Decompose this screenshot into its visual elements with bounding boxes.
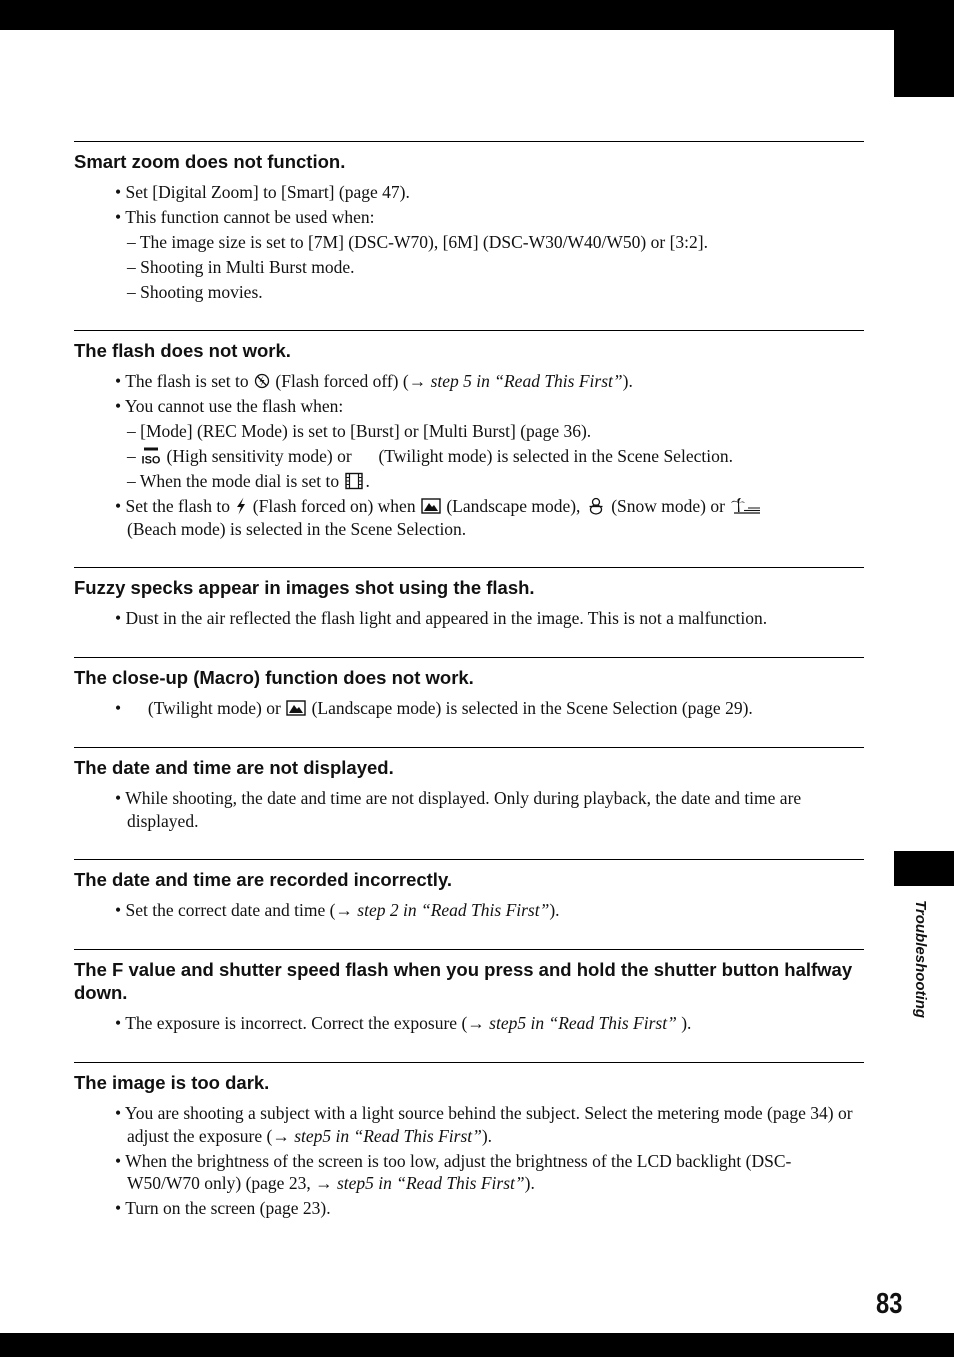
section-fuzzy-specks bbox=[74, 567, 864, 632]
list-item: • While shooting, the date and time are not displayed. Only during playback, the date and time are displayed. bbox=[115, 788, 802, 831]
sub-list-item: – When the mode dial is set to . bbox=[127, 471, 370, 491]
page-number: 83 bbox=[876, 1288, 903, 1320]
list-item: • Set [Digital Zoom] to [Smart] (page 47). bbox=[115, 182, 410, 202]
sub-list-item: – Shooting movies. bbox=[127, 282, 263, 302]
flash-off-icon bbox=[254, 372, 270, 390]
flash-forced-on-icon bbox=[235, 497, 247, 515]
section-title: The date and time are recorded incorrectly. bbox=[74, 869, 453, 890]
list-item: • This function cannot be used when: bbox=[115, 207, 375, 227]
snow-mode-icon bbox=[586, 497, 606, 515]
section-title: The flash does not work. bbox=[74, 340, 291, 361]
list-item: • The exposure is incorrect. Correct the exposure (→ step5 in “Read This First” ). bbox=[115, 1013, 692, 1033]
list-item: • Set the flash to (Flash forced on) when (Landscape mode), (Snow mode) or (Beach mode) is selected in the Scene Selection. bbox=[74, 495, 864, 540]
sub-list-item: – Shooting in Multi Burst mode. bbox=[127, 257, 355, 277]
list-item: • Dust in the air reflected the flash light and appeared in the image. This is not a malfunction. bbox=[115, 608, 768, 628]
section-f-value bbox=[74, 949, 864, 1037]
sub-list-item: – The image size is set to [7M] (DSC-W70), [6M] (DSC-W30/W40/W50) or [3:2]. bbox=[127, 232, 708, 252]
landscape-mountain-icon bbox=[421, 497, 441, 515]
list-item: • You cannot use the flash when: bbox=[115, 396, 344, 416]
section-smart-zoom bbox=[74, 141, 864, 306]
section-title: The F value and shutter speed flash when you press and hold the shutter button halfway down. bbox=[74, 959, 853, 1003]
section-title: The close-up (Macro) function does not work. bbox=[74, 667, 474, 688]
top-black-bar bbox=[0, 0, 954, 30]
movie-film-icon bbox=[344, 472, 364, 490]
section-title: Fuzzy specks appear in images shot using the flash. bbox=[74, 577, 535, 598]
section-title: Smart zoom does not function. bbox=[74, 151, 346, 172]
section-flash bbox=[74, 330, 864, 543]
section-side-label: Troubleshooting bbox=[912, 900, 929, 1019]
section-date-not-displayed bbox=[74, 747, 864, 835]
bottom-black-bar bbox=[0, 1333, 954, 1357]
list-item: • When the brightness of the screen is too low, adjust the brightness of the LCD backlight (DSC-W50/W70 only) (page 23, → step5 in “Read This First”). bbox=[115, 1150, 792, 1193]
section-title: The image is too dark. bbox=[74, 1072, 270, 1093]
list-item: • Set the correct date and time (→ step 2 in “Read This First”). bbox=[115, 900, 560, 920]
twilight-moon-icon bbox=[357, 447, 373, 465]
section-tab bbox=[894, 851, 954, 886]
section-macro bbox=[74, 657, 864, 722]
sub-list-item: – [Mode] (REC Mode) is set to [Burst] or [Multi Burst] (page 36). bbox=[127, 421, 592, 441]
beach-palm-icon bbox=[730, 497, 762, 515]
list-item: • (Twilight mode) or (Landscape mode) is selected in the Scene Selection (page 29). bbox=[115, 698, 753, 718]
section-date-incorrect bbox=[74, 859, 864, 924]
high-sensitivity-iso-icon bbox=[141, 447, 161, 465]
section-title: The date and time are not displayed. bbox=[74, 757, 394, 778]
sub-list-item: – ISO (High sensitivity mode) or (Twilight mode) is selected in the Scene Selection. bbox=[127, 446, 733, 466]
landscape-mountain-icon bbox=[286, 699, 306, 717]
list-item: • Turn on the screen (page 23). bbox=[115, 1198, 331, 1218]
list-item: • The flash is set to (Flash forced off) (→ step 5 in “Read This First”). bbox=[115, 371, 633, 391]
list-item: • You are shooting a subject with a light source behind the subject. Select the metering mode (page 34) or adjust the exposure (→ step5 in “Read This First”). bbox=[115, 1103, 853, 1146]
twilight-moon-icon bbox=[127, 699, 143, 717]
corner-tab bbox=[894, 30, 954, 97]
svg-text:ISO: ISO bbox=[141, 454, 161, 465]
section-image-dark bbox=[74, 1062, 864, 1222]
